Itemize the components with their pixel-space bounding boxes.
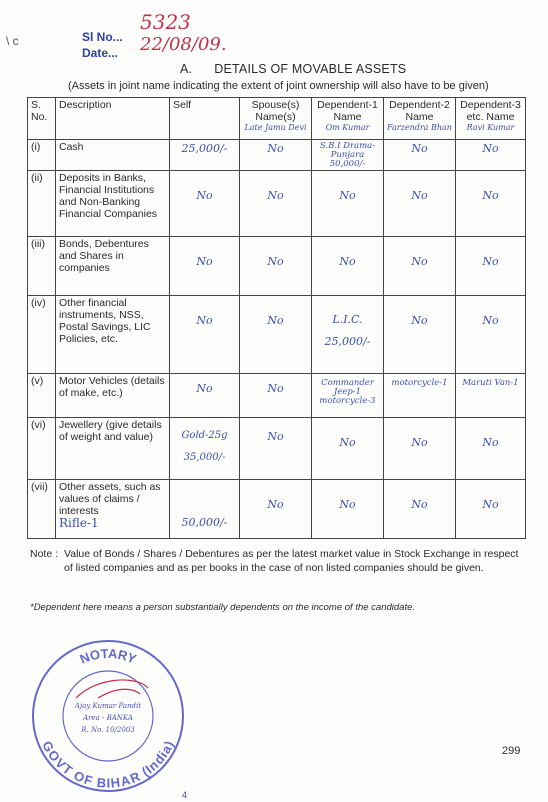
header-spouse (240, 98, 312, 140)
header-dependent-1 (312, 98, 384, 140)
row-dep2 (384, 296, 456, 374)
cell-value: No (411, 436, 428, 449)
row-dep2 (384, 418, 456, 480)
section-subtitle: (Assets in joint name indicating the extent of joint ownership will also have to be given) (68, 80, 489, 92)
cell-value: No (196, 189, 213, 202)
row-sno: (vii) (28, 480, 56, 539)
dep3-name: Ravi Kumar (466, 123, 515, 132)
row-dep3 (456, 480, 526, 539)
notary-stamp (28, 636, 188, 796)
header-description: Description (56, 98, 170, 140)
cell-value: No (267, 314, 284, 327)
row-dep2 (384, 140, 456, 171)
cell-value: No (339, 189, 356, 202)
header-dep3-label: Dependent-3 etc. Name (460, 99, 521, 123)
serial-number-value: 5323 (140, 10, 191, 34)
cell-value: motorcycle-1 (391, 378, 448, 388)
row-dep3 (456, 374, 526, 418)
cell-value: No (196, 255, 213, 268)
header-sno: S. No. (28, 98, 56, 140)
footnote: *Dependent here means a person substantially dependents on the income of the candidate. (30, 602, 416, 613)
cell-value: Gold-25g 35,000/- (181, 430, 228, 463)
movable-assets-table (27, 97, 526, 539)
cell-value: 50,000/- (181, 516, 228, 529)
row-dep1 (312, 480, 384, 539)
cell-value: No (482, 436, 499, 449)
row-self (170, 237, 240, 296)
row-self (170, 296, 240, 374)
cell-value: No (339, 436, 356, 449)
cell-value: 25,000/- (181, 142, 228, 155)
table-row (28, 296, 526, 374)
serial-number-label: Sl No... (82, 30, 123, 44)
row-description-hand: Rifle-1 (59, 516, 99, 530)
header-dep1-label: Dependent-1 Name (317, 99, 378, 123)
cell-value: No (482, 314, 499, 327)
header-self: Self (170, 98, 240, 140)
dep1-name: Om Kumar (325, 123, 370, 132)
row-dep2 (384, 374, 456, 418)
cell-value: No (482, 255, 499, 268)
cell-value: No (267, 255, 284, 268)
row-description: Deposits in Banks, Financial Institutions and Non-Banking Financial Companies (56, 171, 170, 237)
cell-value: No (411, 189, 428, 202)
stamp-signature-icon (76, 680, 148, 698)
row-self (170, 418, 240, 480)
row-dep3 (456, 140, 526, 171)
row-dep3 (456, 171, 526, 237)
table-row (28, 171, 526, 237)
cell-value: No (267, 142, 284, 155)
cell-value: L.I.C. 25,000/- (324, 313, 371, 348)
row-dep2 (384, 171, 456, 237)
cell-value: Commander Jeep-1 motorcycle-3 (319, 378, 376, 406)
row-spouse (240, 237, 312, 296)
margin-mark: \ c (6, 34, 19, 48)
row-dep1 (312, 237, 384, 296)
row-spouse (240, 140, 312, 171)
row-dep2 (384, 237, 456, 296)
row-dep3 (456, 296, 526, 374)
cell-value: No (196, 382, 213, 395)
header-spouse-label: Spouse(s) Name(s) (251, 99, 300, 123)
table-row (28, 140, 526, 171)
row-self (170, 480, 240, 539)
cell-value: No (411, 314, 428, 327)
row-spouse (240, 296, 312, 374)
row-sno: (v) (28, 374, 56, 418)
cell-value: No (482, 189, 499, 202)
row-description: Bonds, Debentures and Shares in companies (56, 237, 170, 296)
row-self (170, 374, 240, 418)
row-dep3 (456, 418, 526, 480)
page-number: 299 (502, 745, 521, 757)
row-dep1 (312, 374, 384, 418)
row-dep3 (456, 237, 526, 296)
note (30, 547, 525, 575)
row-dep2 (384, 480, 456, 539)
row-description: Cash (56, 140, 170, 171)
date-value: 22/08/09. (140, 34, 227, 55)
cell-value: No (267, 430, 284, 443)
stamp-line-3: R. No. 10/2003 (81, 726, 135, 734)
row-spouse (240, 374, 312, 418)
row-dep1 (312, 418, 384, 480)
row-description: Jewellery (give details of weight and value) (56, 418, 170, 480)
cell-value: No (339, 498, 356, 511)
note-label: Note : (30, 548, 59, 560)
date-label: Date... (82, 46, 119, 60)
row-description-text: Other assets, such as values of claims / interests (59, 481, 161, 517)
table-row (28, 237, 526, 296)
row-spouse (240, 480, 312, 539)
stamp-top-text: NOTARY (77, 645, 139, 667)
cell-value: No (482, 498, 499, 511)
bottom-mark: 4 (182, 790, 188, 800)
row-sno: (i) (28, 140, 56, 171)
row-spouse (240, 171, 312, 237)
cell-value: S.B.I Drama- Punjara 50,000/- (319, 141, 376, 169)
spouse-name: Late Jamu Devi (244, 123, 307, 132)
cell-value: No (267, 189, 284, 202)
cell-value: Maruti Van-1 (462, 378, 519, 388)
row-description: Other financial instruments, NSS, Postal Savings, LIC Policies, etc. (56, 296, 170, 374)
cell-value: No (411, 498, 428, 511)
row-sno: (ii) (28, 171, 56, 237)
row-spouse (240, 418, 312, 480)
row-dep1 (312, 140, 384, 171)
stamp-line-2: Area - BANKA (83, 714, 133, 722)
row-sno: (iv) (28, 296, 56, 374)
table-row (28, 418, 526, 480)
row-sno: (iii) (28, 237, 56, 296)
cell-value: No (482, 142, 499, 155)
cell-value: No (411, 142, 428, 155)
row-description (56, 480, 170, 539)
header-dependent-2 (384, 98, 456, 140)
cell-value: No (267, 382, 284, 395)
row-description: Motor Vehicles (details of make, etc.) (56, 374, 170, 418)
table-row (28, 480, 526, 539)
header-dependent-3 (456, 98, 526, 140)
cell-value: No (196, 314, 213, 327)
row-self (170, 171, 240, 237)
section-title: A. DETAILS OF MOVABLE ASSETS (180, 62, 407, 76)
cell-value: No (267, 498, 284, 511)
row-self (170, 140, 240, 171)
table-row (28, 374, 526, 418)
stamp-line-1: Ajay Kumar Pandit (74, 702, 142, 710)
row-dep1 (312, 296, 384, 374)
table-header-row (28, 98, 526, 140)
note-text: Value of Bonds / Shares / Debentures as per the latest market value in Stock Exchange in respect of listed companies and as per books in the case of non listed companies should be given. (64, 548, 519, 574)
cell-value: No (411, 255, 428, 268)
header-dep2-label: Dependent-2 Name (389, 99, 450, 123)
row-dep1 (312, 171, 384, 237)
stamp-bottom-text: GOVT OF BIHAR (India) (39, 738, 177, 791)
dep2-name: Farzendra Bhan (387, 123, 452, 132)
row-sno: (vi) (28, 418, 56, 480)
cell-value: No (339, 255, 356, 268)
